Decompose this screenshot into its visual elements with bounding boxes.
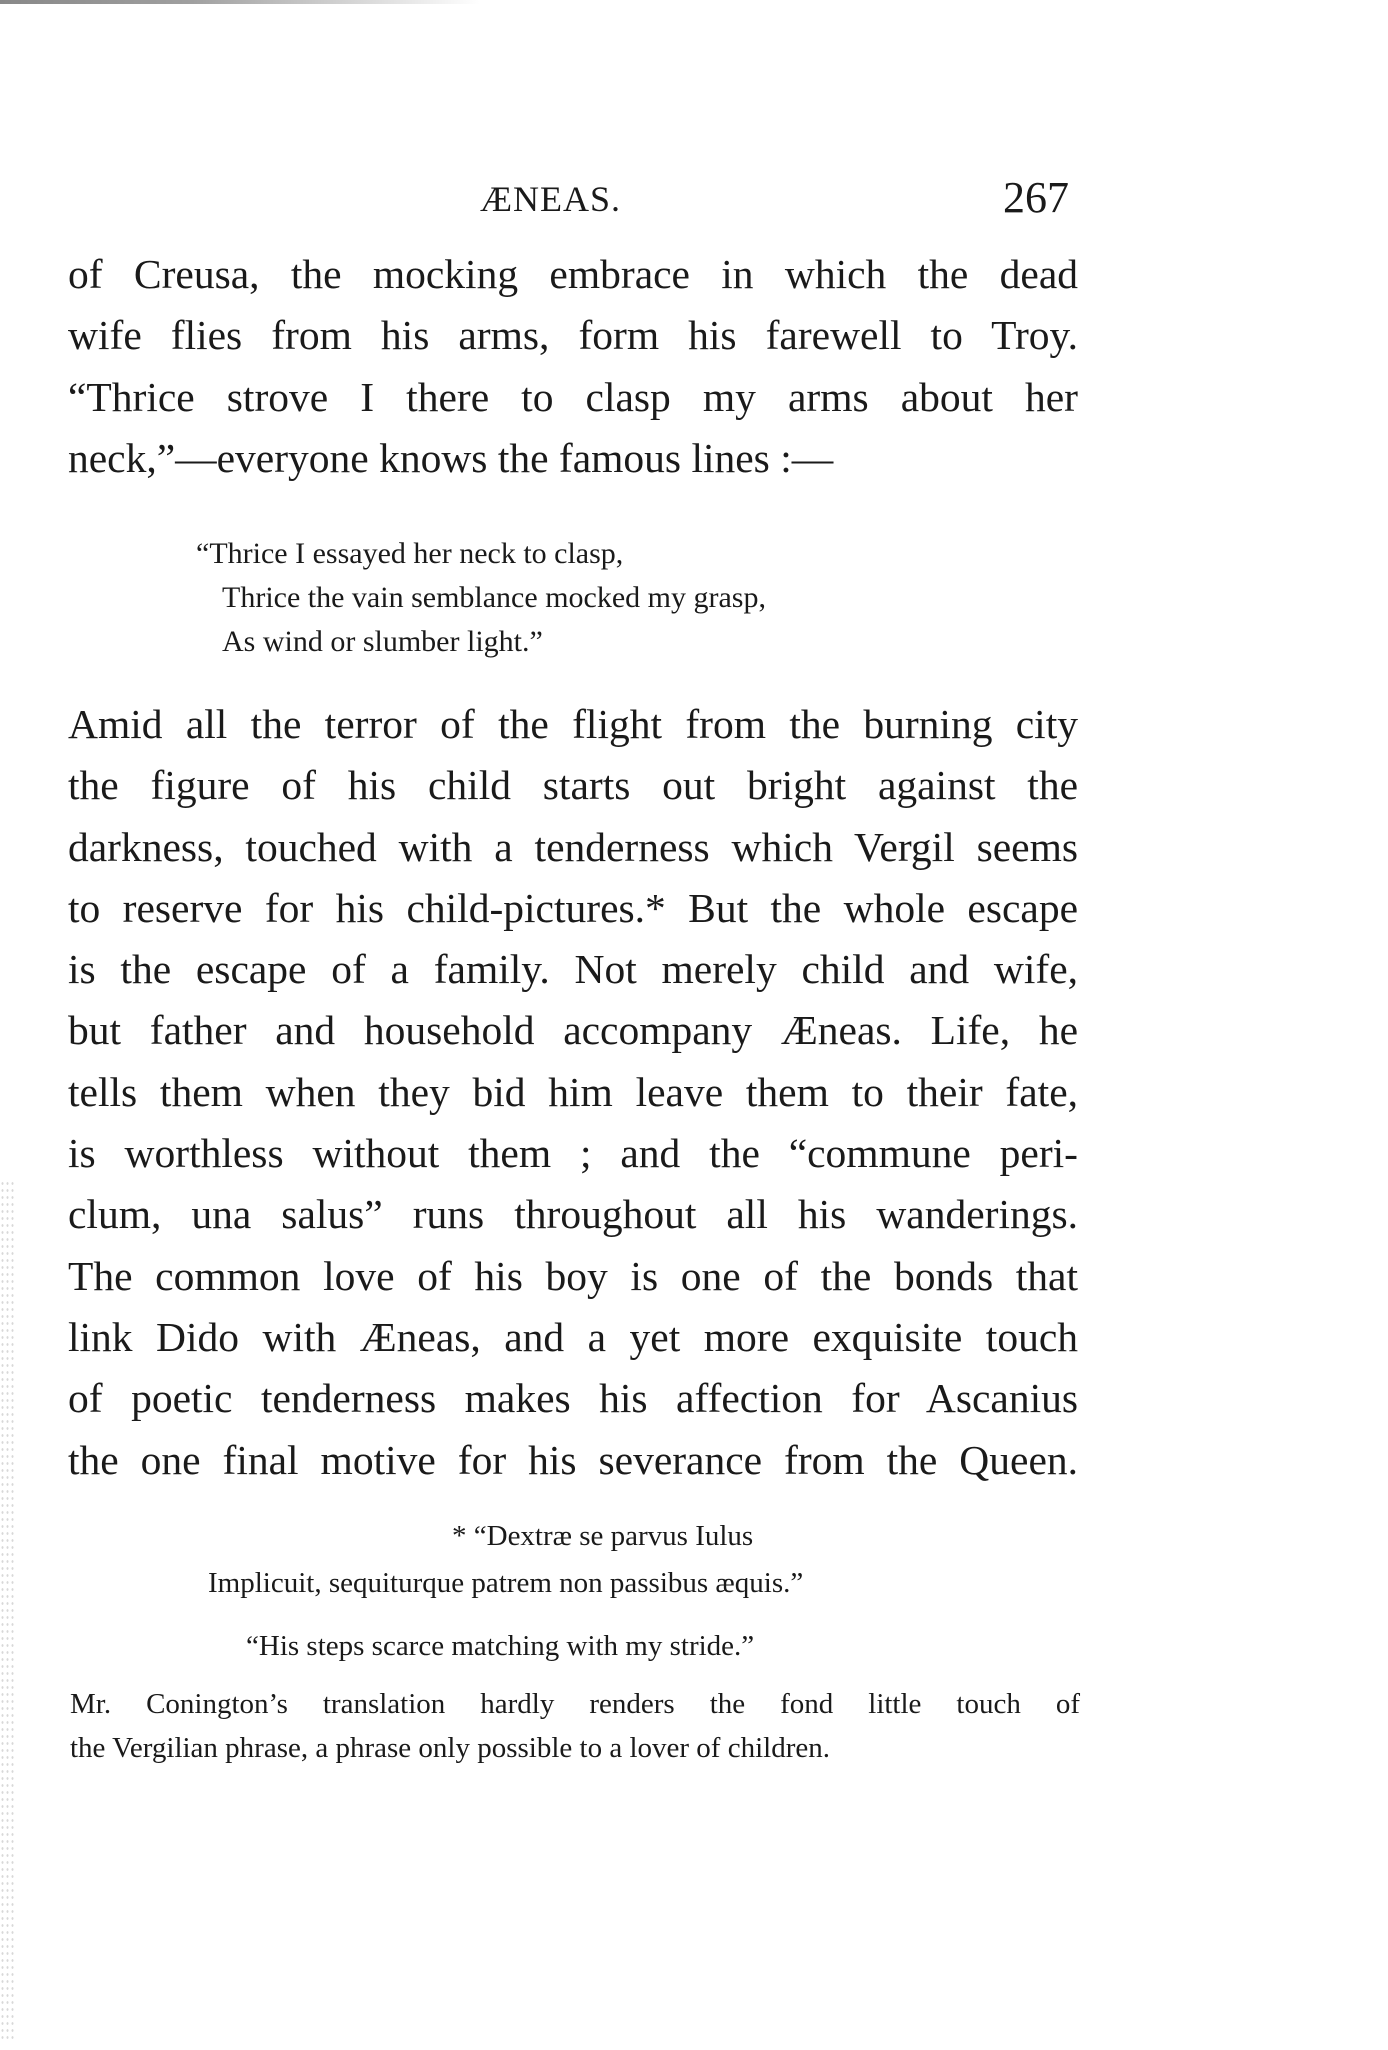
footnote-note [70, 1682, 1080, 1770]
paragraph-1 [68, 244, 1078, 489]
verse-line: As wind or slumber light.” [222, 625, 543, 658]
text-line: tells them when they bid him leave them to their fate, [68, 1068, 1078, 1115]
text-line: is worthless without them ; and the “commune peri- [68, 1130, 1078, 1177]
footnote-translation: “His steps scarce matching with my stride.” [246, 1630, 755, 1662]
text-line: link Dido with Æneas, and a yet more exquisite touch [68, 1313, 1078, 1360]
text-line: is the escape of a family. Not merely child and wife, [68, 946, 1078, 993]
scan-speckle [0, 1180, 14, 2040]
text-line: the one final motive for his severance from the Queen. [68, 1436, 1078, 1483]
verse-line: Thrice the vain semblance mocked my grasp, [222, 581, 766, 614]
verse-line: “Thrice I essayed her neck to clasp, [196, 537, 624, 570]
page-header [70, 172, 1070, 222]
footnote-latin-line-1: * “Dextræ se parvus Iulus [452, 1520, 754, 1552]
footnote-note-line: the Vergilian phrase, a phrase only possible to a lover of children. [70, 1732, 830, 1764]
text-line: of poetic tenderness makes his affection for Ascanius [68, 1375, 1078, 1422]
text-line: The common love of his boy is one of the bonds that [68, 1252, 1078, 1299]
text-line: clum, una salus” runs throughout all his wanderings. [68, 1191, 1078, 1238]
paragraph-2 [68, 694, 1078, 1491]
text-line: “Thrice strove I there to clasp my arms about her [68, 373, 1078, 420]
text-line: to reserve for his child-pictures.* But the whole escape [68, 884, 1078, 931]
page-number: 267 [1003, 173, 1069, 222]
text-line: the figure of his child starts out bright against the [68, 762, 1078, 809]
running-head: ÆNEAS. [480, 179, 622, 219]
text-line: but father and household accompany Æneas. Life, he [68, 1007, 1078, 1054]
text-line: darkness, touched with a tenderness which Vergil seems [68, 823, 1078, 870]
scan-edge-rule [0, 0, 480, 4]
text-line: neck,”—everyone knows the famous lines :— [68, 434, 834, 481]
footnote-latin-line-2: Implicuit, sequiturque patrem non passibus æquis.” [208, 1567, 804, 1599]
text-line: Amid all the terror of the flight from the burning city [68, 701, 1078, 747]
text-line: of Creusa, the mocking embrace in which the dead [68, 251, 1078, 297]
text-line: wife flies from his arms, form his farewell to Troy. [68, 312, 1078, 359]
verse-quote [196, 532, 766, 664]
footnote-note-line: Mr. Conington’s translation hardly renders the fond little touch of [70, 1688, 1080, 1720]
